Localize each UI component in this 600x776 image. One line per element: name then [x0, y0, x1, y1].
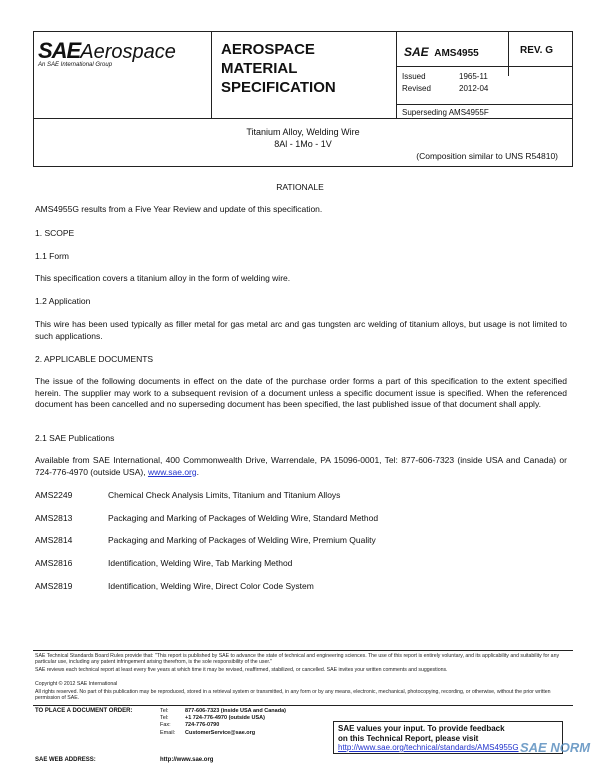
order-label: TO PLACE A DOCUMENT ORDER:: [35, 708, 133, 714]
web-address-label: SAE WEB ADDRESS:: [35, 757, 96, 763]
footer-rights-text: All rights reserved. No part of this publication may be reproduced, stored in a retrieval system or transmitted, in any form or by any means, electronic, mechanical, photocopying, recording, or otherwise, without the prior written permission of SAE.: [35, 689, 551, 702]
title-line: SPECIFICATION: [221, 79, 336, 96]
sae-norm-watermark: SAE NORM: [520, 740, 591, 755]
reference-id: AMS2814: [35, 535, 73, 545]
superseding-note: Superseding AMS4955F: [402, 108, 489, 117]
header-rule: [396, 104, 572, 105]
footer-rules-text: SAE Technical Standards Board Rules provide that: "This report is published by SAE to advance the state of technical and engineering sciences. The use of this report is entirely voluntary, and its applicability and suitability for any particular use, including any patent infringement arising therefrom, is the sole responsibility of the user.": [35, 653, 560, 666]
contact-value: 877-606-7323 (inside USA and Canada): [185, 708, 286, 714]
header-rule: [396, 66, 572, 67]
title-line: AEROSPACE: [221, 41, 315, 58]
feedback-text: on this Technical Report, please visit: [338, 733, 479, 743]
section-heading-application: 1.2 Application: [35, 296, 91, 306]
revision-label: REV. G: [520, 45, 553, 56]
contact-label: Tel:: [160, 715, 169, 722]
logo-aerospace-text: Aerospace: [80, 41, 176, 63]
composition-note: (Composition similar to UNS R54810): [416, 151, 558, 161]
sae-address-text: Available from SAE International, 400 Commonwealth Drive, Warrendale, PA 15096-0001, Tel: 877-606-7323 (inside USA and Canada) or 724-776-4970 (outside USA),: [35, 455, 567, 477]
subject-line2: 8Al - 1Mo - 1V: [274, 139, 332, 149]
sae-mark: SAE: [404, 45, 429, 59]
reference-title: Identification, Welding Wire, Tab Marking Method: [108, 558, 293, 568]
revised-date: 2012-04: [459, 84, 489, 93]
doc-number-block: [404, 45, 479, 59]
applicable-documents-text: The issue of the following documents in effect on the date of the purchase order forms a part of this specification to the extent specified herein. The supplier may work to a subsequent revision of a document unless a specific document issue is specified. When the referenced document has been cancelled and no superseding document has been specified, the last published issue of that document shall apply.: [35, 376, 567, 409]
title-line: MATERIAL: [221, 60, 298, 77]
section-heading-form: 1.1 Form: [35, 251, 70, 261]
contact-label: Fax:: [160, 722, 171, 729]
subject-box: [33, 119, 573, 167]
reference-title: Identification, Welding Wire, Direct Color Code System: [108, 581, 314, 591]
revised-label: Revised: [402, 84, 431, 93]
footer-review-text: SAE reviews each technical report at least every five years at which time it may be revised, reaffirmed, stabilized, or cancelled. SAE invites your written comments and suggestions.: [35, 667, 448, 673]
footer-rule: [33, 650, 573, 651]
sentence-end: .: [196, 466, 199, 477]
header-box: [33, 31, 573, 119]
section-heading-applicable-documents: 2. APPLICABLE DOCUMENTS: [35, 354, 154, 364]
order-contacts: [160, 708, 286, 737]
header-divider: [508, 32, 509, 76]
contact-value: +1 724-776-4970 (outside USA): [185, 715, 265, 722]
rationale-text: AMS4955G results from a Five Year Review and update of this specification.: [35, 204, 323, 214]
logo-subtitle: An SAE International Group: [38, 62, 113, 68]
subject-line1: Titanium Alloy, Welding Wire: [246, 127, 360, 137]
sae-publications-text: [35, 455, 567, 478]
sae-aerospace-logo: [38, 38, 176, 64]
issued-label: Issued: [402, 72, 426, 81]
logo-sae-text: SAE: [38, 38, 81, 63]
feedback-text: SAE values your input. To provide feedback: [338, 724, 505, 733]
reference-title: Packaging and Marking of Packages of Welding Wire, Premium Quality: [108, 535, 376, 545]
header-divider: [211, 32, 212, 118]
issued-date: 1965-11: [459, 72, 488, 81]
feedback-link[interactable]: http://www.sae.org/technical/standards/AMS4955G: [338, 743, 519, 752]
rationale-heading: RATIONALE: [276, 182, 324, 192]
reference-id: AMS2249: [35, 490, 73, 500]
reference-id: AMS2816: [35, 558, 73, 568]
web-address-value: http://www.sae.org: [160, 757, 214, 763]
reference-title: Chemical Check Analysis Limits, Titanium and Titanium Alloys: [108, 490, 341, 500]
section-heading-sae-publications: 2.1 SAE Publications: [35, 433, 115, 443]
header-divider: [396, 32, 397, 118]
footer-rule: [33, 705, 573, 706]
sae-website-link[interactable]: www.sae.org: [147, 466, 197, 477]
reference-id: AMS2819: [35, 581, 73, 591]
form-text: This specification covers a titanium alloy in the form of welding wire.: [35, 273, 291, 283]
doc-type-title: [221, 40, 336, 97]
reference-title: Packaging and Marking of Packages of Welding Wire, Standard Method: [108, 513, 379, 523]
contact-label: Tel:: [160, 708, 169, 714]
footer-copyright: Copyright © 2012 SAE International: [35, 681, 118, 687]
contact-label: Email:: [160, 729, 176, 736]
application-text: This wire has been used typically as filler metal for gas metal arc and gas tungsten arc welding of titanium alloys, but usage is not limited to such applications.: [35, 319, 567, 341]
contact-value: 724-776-0790: [185, 722, 220, 729]
reference-id: AMS2813: [35, 513, 73, 523]
doc-number: AMS4955: [434, 48, 479, 59]
contact-value: CustomerService@sae.org: [185, 729, 256, 736]
section-heading-scope: 1. SCOPE: [35, 228, 75, 238]
